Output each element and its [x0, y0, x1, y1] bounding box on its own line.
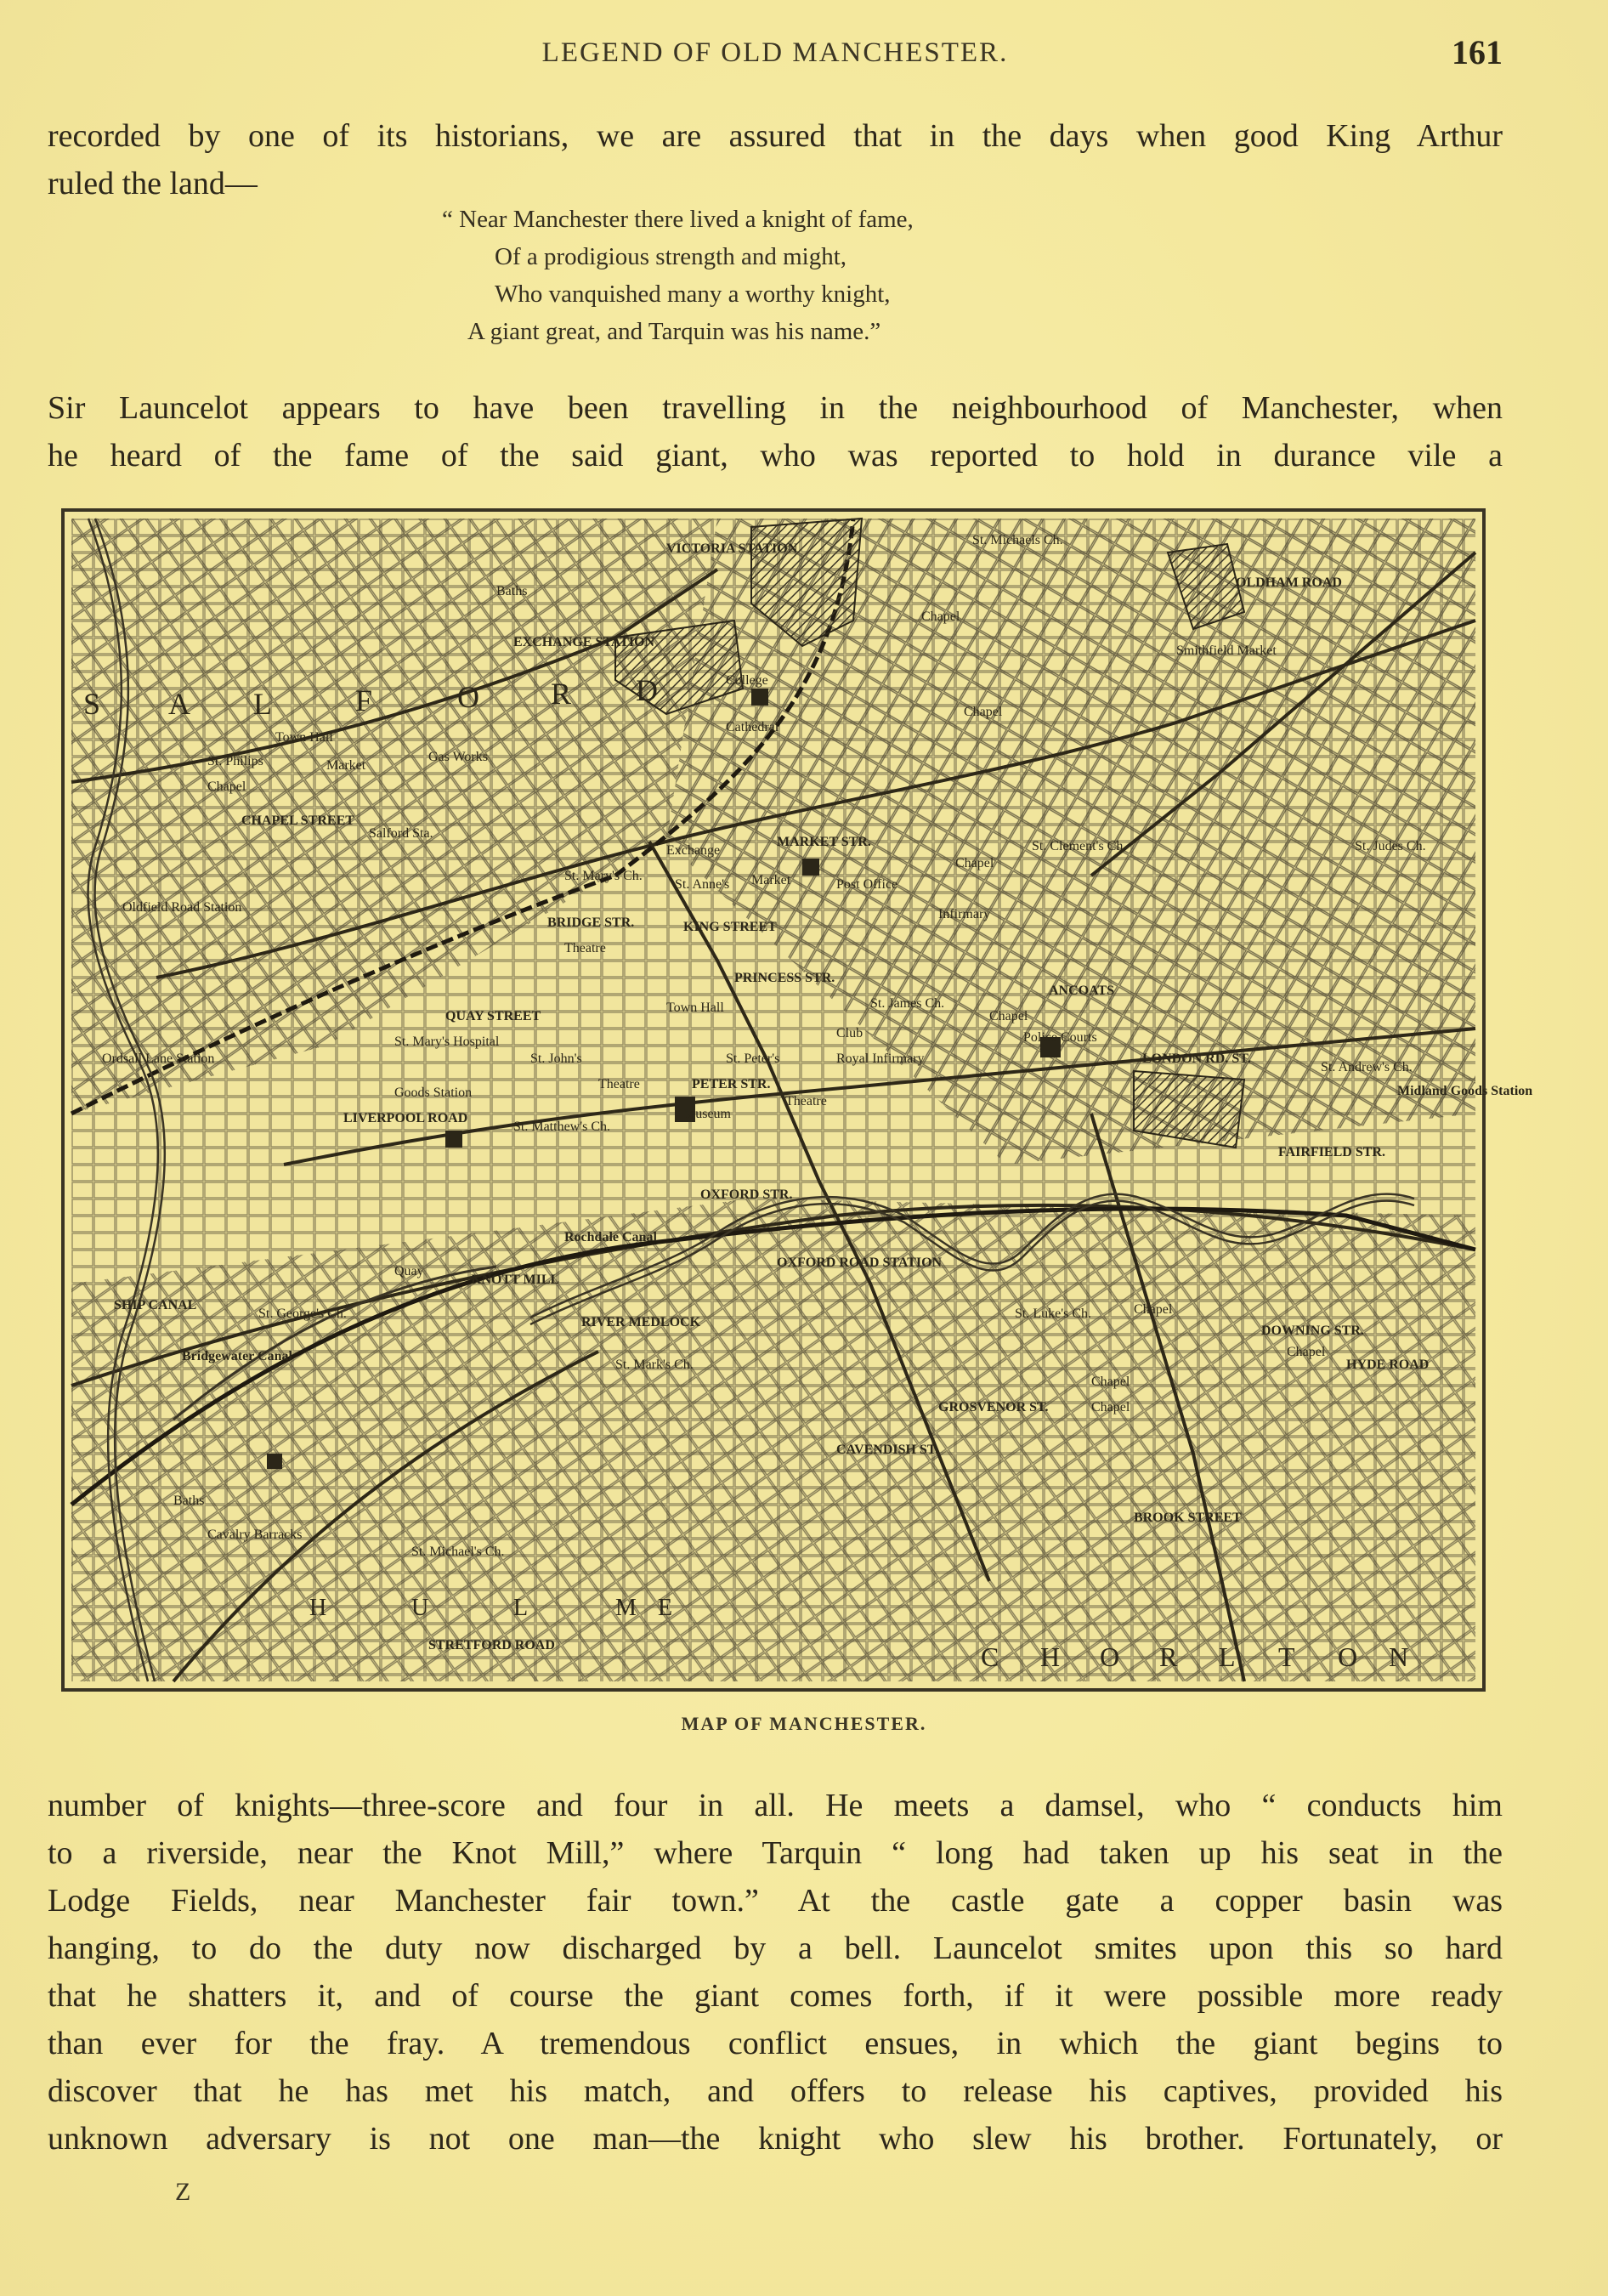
- page-number: 161: [1452, 33, 1503, 71]
- map-label: FAIRFIELD STR.: [1278, 1145, 1385, 1159]
- text-line: discover that he has met his match, and offers to release his captives, provided his: [48, 2073, 1503, 2109]
- map-label: Club: [836, 1026, 863, 1040]
- map-illustration: [71, 519, 1533, 1681]
- map-label: Midland Goods Station: [1397, 1084, 1533, 1098]
- map-label: PETER STR.: [692, 1077, 771, 1091]
- map-label: Chapel: [1091, 1375, 1130, 1389]
- map-label: Post Office: [836, 877, 898, 892]
- verse-line: Of a prodigious strength and might,: [495, 243, 847, 270]
- map-label: St. George's Ch.: [258, 1307, 347, 1321]
- intro-paragraph: [48, 112, 1503, 207]
- map-label: EXCHANGE STATION: [513, 635, 655, 649]
- map-label: Chapel: [1287, 1345, 1326, 1359]
- map-label: T: [1278, 1641, 1295, 1672]
- map-label: Chapel: [955, 856, 994, 870]
- text-line: that he shatters it, and of course the giant comes forth, if it were possible more ready: [48, 1978, 1503, 2014]
- map-label: St. Andrew's Ch.: [1321, 1060, 1413, 1074]
- verse-line: “ Near Manchester there lived a knight of fame,: [442, 206, 914, 233]
- text-line: number of knights—three-score and four in all. He meets a damsel, who “ conducts him: [48, 1788, 1503, 1823]
- map-label: KING STREET: [683, 920, 777, 934]
- map-label: BRIDGE STR.: [547, 916, 635, 930]
- map-label: Chapel: [964, 705, 1003, 719]
- verse-line: A giant great, and Tarquin was his name.”: [467, 318, 881, 345]
- map-label: CAVENDISH ST.: [836, 1443, 939, 1457]
- map-label: St. Anne's: [675, 877, 730, 892]
- map-label: Smithfield Market: [1176, 643, 1277, 658]
- map-label: L: [513, 1595, 529, 1621]
- map-label: Theatre: [564, 941, 606, 955]
- map-label: U: [411, 1595, 429, 1621]
- map-label: BROOK STREET: [1134, 1511, 1242, 1525]
- running-title: LEGEND OF OLD MANCHESTER.: [541, 37, 1009, 68]
- second-paragraph: [48, 384, 1503, 479]
- map-label: M: [615, 1595, 637, 1621]
- map-label: St. Michael's Ch.: [411, 1545, 505, 1559]
- map-label: Town Hall: [275, 730, 333, 745]
- map-label: Chapel: [921, 609, 960, 624]
- map-label: R: [1159, 1641, 1178, 1672]
- map-label: E: [658, 1595, 673, 1621]
- map-label: PRINCESS STR.: [734, 971, 835, 985]
- map-label: S: [83, 687, 105, 721]
- map-label: Royal Infirmary: [836, 1052, 925, 1066]
- map-label: Quay: [394, 1264, 424, 1278]
- map-label: Salford Sta.: [369, 826, 433, 841]
- map-of-manchester: [61, 508, 1533, 1692]
- map-label: SHIP CANAL: [114, 1298, 197, 1312]
- map-label: D: [636, 673, 661, 707]
- map-label: Cathedral: [726, 720, 779, 734]
- map-label: St. Peter's: [726, 1052, 780, 1066]
- map-label: Baths: [173, 1494, 205, 1508]
- map-caption: MAP OF MANCHESTER.: [681, 1713, 927, 1734]
- text-line: than ever for the fray. A tremendous conflict ensues, in which the giant begins to: [48, 2026, 1503, 2061]
- map-label: Town Hall: [666, 1001, 724, 1015]
- map-label: St. Judes Ch.: [1355, 839, 1426, 853]
- map-label: QUAY STREET: [445, 1009, 541, 1023]
- map-label: Cavalry Barracks: [207, 1528, 303, 1542]
- map-label: Gas Works: [428, 750, 488, 764]
- map-label: Theatre: [785, 1094, 827, 1108]
- map-label: O: [1338, 1641, 1358, 1672]
- map-label: O: [1100, 1641, 1120, 1672]
- verse-line: Who vanquished many a worthy knight,: [495, 281, 891, 308]
- map-label: H: [1040, 1641, 1061, 1672]
- map-label: OLDHAM ROAD: [1236, 575, 1342, 590]
- map-label: VICTORIA STATION: [666, 541, 798, 556]
- text-line: Sir Launcelot appears to have been travelling in the neighbourhood of Manchester, when: [48, 390, 1503, 426]
- map-label: Infirmary: [938, 907, 991, 921]
- map-label: Bridgewater Canal: [182, 1349, 292, 1363]
- map-label: L: [1219, 1641, 1236, 1672]
- map-label: St. John's: [530, 1052, 582, 1066]
- map-label: MARKET STR.: [777, 835, 871, 849]
- map-label: F: [355, 683, 377, 717]
- third-paragraph: [48, 1782, 1503, 2163]
- map-label: LONDON RD. ST.: [1142, 1052, 1251, 1066]
- map-label: St. Michaels Ch.: [972, 533, 1063, 547]
- map-label: Market: [751, 873, 791, 887]
- map-label: RIVER MEDLOCK: [581, 1315, 701, 1329]
- map-label: R: [551, 677, 575, 711]
- map-label: Chapel: [1134, 1302, 1173, 1317]
- map-label: Police Courts: [1023, 1030, 1097, 1045]
- map-label: St. Matthew's Ch.: [513, 1120, 610, 1134]
- map-label: N: [1389, 1641, 1409, 1672]
- map-label: St. Philips: [207, 754, 263, 768]
- map-label: STRETFORD ROAD: [428, 1638, 555, 1653]
- map-label: Rochdale Canal: [564, 1230, 657, 1244]
- map-label: O: [457, 680, 483, 714]
- text-line: Lodge Fields, near Manchester fair town.” At the castle gate a copper basin was: [48, 1883, 1503, 1919]
- map-label: HYDE ROAD: [1346, 1358, 1430, 1372]
- map-label: St. Mark's Ch.: [615, 1358, 694, 1372]
- map-label: St. Mary's Ch.: [564, 869, 643, 883]
- text-line: recorded by one of its historians, we are assured that in the days when good King Arthur: [48, 118, 1503, 154]
- map-label: OXFORD ROAD STATION: [777, 1256, 943, 1270]
- text-line: he heard of the fame of the said giant, who was reported to hold in durance vile a: [48, 438, 1503, 473]
- map-label: Chapel: [207, 780, 246, 794]
- map-label: GROSVENOR ST.: [938, 1400, 1049, 1414]
- map-label: KNOTT MILL: [471, 1273, 560, 1287]
- map-label: Museum: [683, 1107, 731, 1121]
- map-label: St. James Ch.: [870, 996, 945, 1011]
- map-label: Theatre: [598, 1077, 640, 1091]
- map-label: L: [253, 687, 275, 721]
- street-grid-texture: [71, 1199, 1475, 1681]
- map-label: St. Clement's Ch.: [1032, 839, 1127, 853]
- map-label: DOWNING STR.: [1261, 1324, 1364, 1338]
- map-label: C: [981, 1641, 999, 1672]
- text-line: to a riverside, near the Knot Mill,” where Tarquin “ long had taken up his seat in the: [48, 1835, 1503, 1871]
- text-line: hanging, to do the duty now discharged by a bell. Launcelot smites upon this so hard: [48, 1930, 1503, 1966]
- map-label: College: [726, 673, 768, 688]
- map-label: Exchange: [666, 843, 721, 858]
- map-label: Ordsall Lane Station: [102, 1052, 215, 1066]
- map-label: Baths: [496, 584, 528, 598]
- map-label: Oldfield Road Station: [122, 900, 242, 915]
- map-label: OXFORD STR.: [700, 1188, 793, 1202]
- running-head: [48, 32, 1503, 75]
- map-label: Chapel: [989, 1009, 1028, 1023]
- map-label: St. Luke's Ch.: [1015, 1307, 1091, 1321]
- text-line: ruled the land—: [48, 166, 258, 201]
- map-label: CHAPEL STREET: [241, 814, 354, 828]
- map-label: Chapel: [1091, 1400, 1130, 1414]
- signature-mark: Z: [175, 2178, 191, 2206]
- map-label: H: [309, 1595, 327, 1621]
- map-label: LIVERPOOL ROAD: [343, 1111, 468, 1125]
- text-line: unknown adversary is not one man—the knight who slew his brother. Fortunately, or: [48, 2121, 1503, 2157]
- map-label: ANCOATS: [1049, 984, 1115, 998]
- map-label: St. Mary's Hospital: [394, 1035, 500, 1049]
- map-label: Goods Station: [394, 1086, 473, 1100]
- verse-quotation: [442, 201, 1122, 350]
- map-label: A: [168, 687, 194, 721]
- map-label: Market: [326, 758, 366, 773]
